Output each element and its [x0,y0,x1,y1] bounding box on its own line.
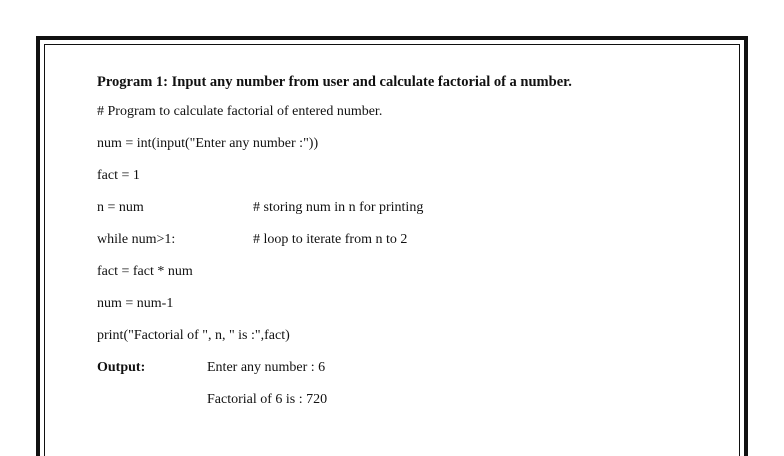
code-line-while: while num>1: [97,232,176,247]
code-line-fact-init: fact = 1 [97,168,140,183]
code-line-input: num = int(input("Enter any number :")) [97,136,319,151]
output-line-prompt: Enter any number : 6 [207,360,326,375]
program-title: Program 1: Input any number from user and calculate factorial of a number. [97,74,572,90]
code-line-comment: # Program to calculate factorial of entered number. [97,104,383,119]
code-line-num-decrement: num = num-1 [97,296,174,311]
code-comment-storing: # storing num in n for printing [253,200,424,215]
code-line-print: print("Factorial of ", n, " is :",fact) [97,328,290,343]
output-line-result: Factorial of 6 is : 720 [207,392,328,407]
code-line-fact-mult: fact = fact * num [97,264,193,279]
output-label: Output: [97,360,146,375]
code-line-n-assign: n = num [97,200,144,215]
code-comment-loop: # loop to iterate from n to 2 [253,232,408,247]
